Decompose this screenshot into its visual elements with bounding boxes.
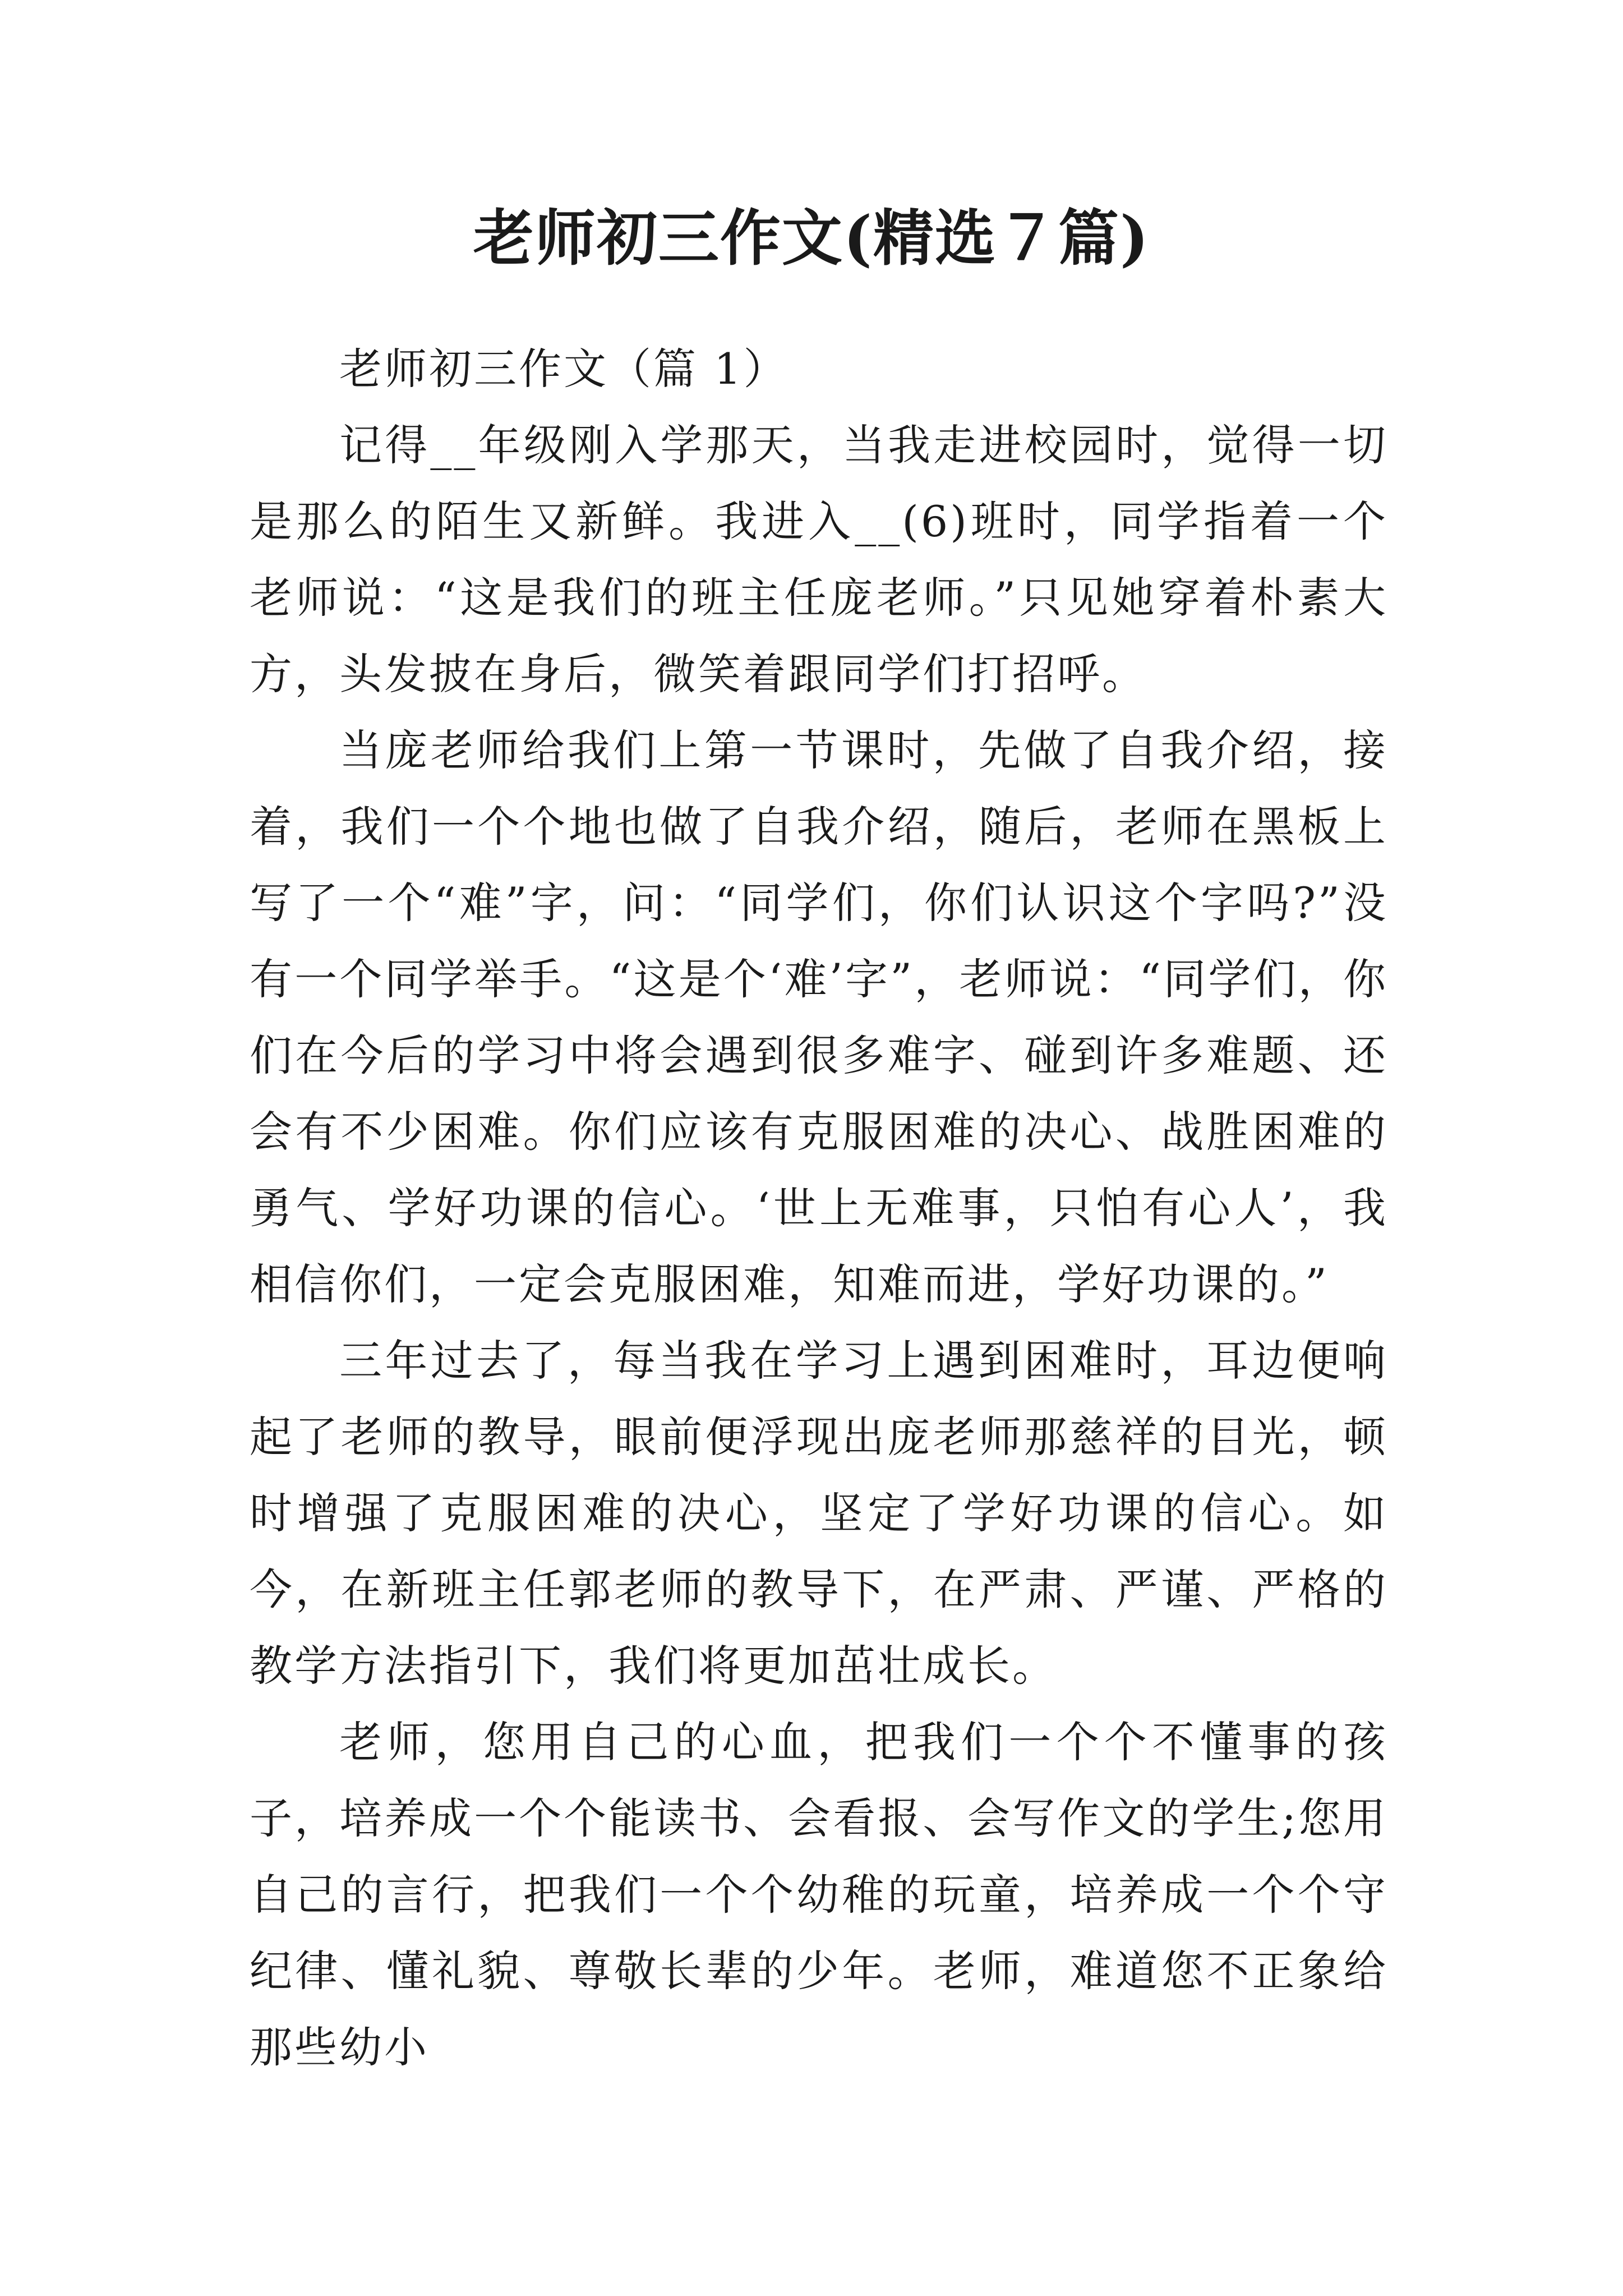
body-paragraph: 三年过去了，每当我在学习上遇到困难时，耳边便响起了老师的教导，眼前便浮现出庞老师那慈祥的目光，顿时增强了克服困难的决心，坚定了学好功课的信心。如今，在新班主任郭老师的教导下，在严肃、严谨、严格的教学方法指引下，我们将更加茁壮成长。 (250, 1336, 1388, 1691)
document-title: 老师初三作文(精选７篇) (473, 203, 1150, 274)
document-body (250, 331, 1388, 2086)
section-heading: 老师初三作文（篇 1） (339, 344, 789, 394)
body-paragraph: 记得__年级刚入学那天，当我走进校园时，觉得一切是那么的陌生又新鲜。我进入__(6)班时，同学指着一个老师说：“这是我们的班主任庞老师。”只见她穿着朴素大方，头发披在身后，微笑着跟同学们打招呼。 (250, 420, 1388, 699)
body-paragraph: 当庞老师给我们上第一节课时，先做了自我介绍，接着，我们一个个地也做了自我介绍，随后，老师在黑板上写了一个“难”字，问：“同学们，你们认识这个字吗?”没有一个同学举手。“这是个‘难’字”，老师说：“同学们，你们在今后的学习中将会遇到很多难字、碰到许多难题、还会有不少困难。你们应该有克服困难的决心、战胜困难的勇气、学好功课的信心。‘世上无难事，只怕有心人’，我相信你们，一定会克服困难，知难而进，学好功课的。” (250, 725, 1388, 1309)
body-paragraph: 老师，您用自己的心血，把我们一个个不懂事的孩子，培养成一个个能读书、会看报、会写作文的学生;您用自己的言行，把我们一个个幼稚的玩童，培养成一个个守纪律、懂礼貌、尊敬长辈的少年。老师，难道您不正象给那些幼小 (250, 1717, 1388, 2072)
